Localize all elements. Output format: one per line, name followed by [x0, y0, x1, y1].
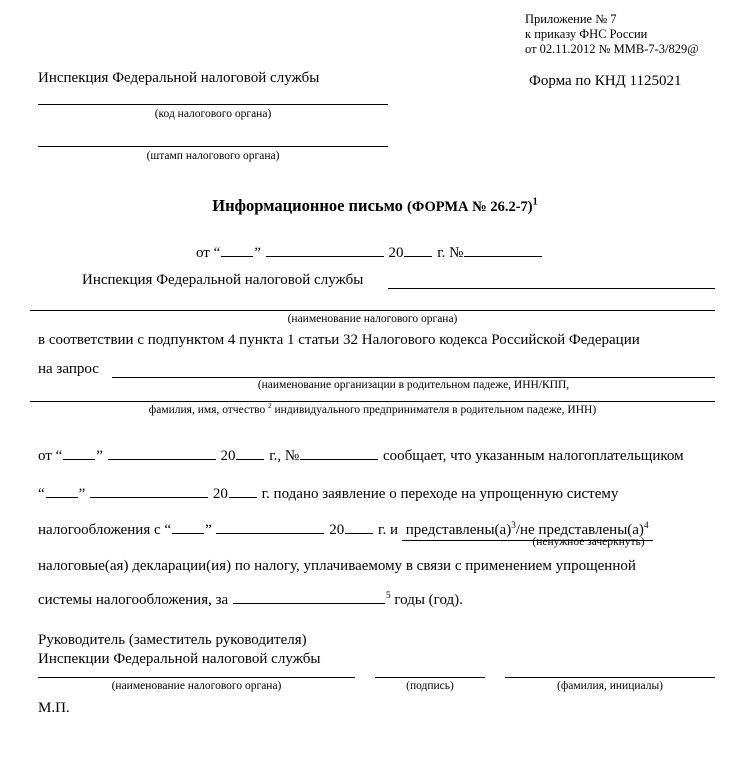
body-inspection-label: Инспекция Федеральной налоговой службы [82, 272, 364, 288]
request-year-suffix: г., [269, 447, 282, 464]
application-year-prefix: 20 [212, 485, 228, 502]
caption-person-name-part1: фамилия, имя, отчество [148, 404, 266, 416]
request-label: на запрос [38, 361, 99, 377]
day-blank[interactable] [221, 240, 253, 257]
appendix-line-2: к приказу ФНС России [525, 27, 648, 41]
header-inspection-label: Инспекция Федеральной налоговой службы [38, 70, 320, 86]
page-title-main: Информационное письмо [212, 196, 403, 215]
caption-cross-out: (ненужное зачеркнуть) [532, 536, 645, 548]
stamp-mark: М.П. [38, 700, 70, 716]
years-footnote: 5 [385, 590, 391, 601]
signatory-role [38, 631, 321, 669]
taxation-mid-text: г. и [377, 521, 398, 538]
taxation-year-blank[interactable] [345, 517, 373, 534]
application-day-blank[interactable] [46, 481, 78, 498]
application-year-blank[interactable] [229, 481, 257, 498]
taxation-prefix: налогообложения с [38, 521, 161, 538]
inspection-name-rule-2 [30, 310, 715, 311]
years-suffix: годы (год). [394, 591, 463, 608]
application-month-blank[interactable] [90, 481, 208, 498]
taxation-year-prefix: 20 [329, 521, 345, 538]
caption-person-name-part2: индивидуального предпринимателя в родительном падеже, ИНН) [274, 404, 597, 416]
caption-organization-name: (наименование организации в родительном падеже, ИНН/КПП, [257, 379, 570, 391]
caption-signature: (подпись) [406, 680, 454, 692]
month-blank[interactable] [266, 240, 384, 257]
years-line [38, 587, 463, 609]
taxation-day-blank[interactable] [172, 517, 204, 534]
inspection-name-rule-1 [388, 288, 715, 289]
request-org-rule-1 [112, 377, 715, 378]
request-year-blank[interactable] [236, 443, 264, 460]
taxation-month-blank[interactable] [216, 517, 324, 534]
date-prefix: от [196, 244, 210, 261]
appendix-line-1: Приложение № 7 [525, 12, 617, 26]
request-date-prefix: от [38, 447, 52, 464]
number-sign: № [449, 244, 464, 261]
signature-sign-rule [375, 677, 485, 678]
submitted-footnote-a: 3 [511, 520, 516, 531]
request-quote-close: ” [96, 447, 103, 464]
application-date-line [38, 481, 618, 503]
signature-surname-rule [505, 677, 715, 678]
signatory-role-line-2: Инспекции Федеральной налоговой службы [38, 651, 321, 667]
request-quote-open: “ [55, 447, 63, 464]
application-quote-close: ” [78, 485, 86, 502]
taxation-quote-close: ” [205, 521, 212, 538]
year-prefix: 20 [388, 244, 404, 261]
taxation-quote-open: “ [164, 521, 172, 538]
legal-clause-text: в соответствии с подпунктом 4 пункта 1 статьи 32 Налогового кодекса Российской Федерации [38, 332, 640, 348]
submitted-separator: /не [515, 521, 535, 538]
caption-surname-initials: (фамилия, инициалы) [556, 680, 664, 692]
application-tail-text: г. подано заявление о переходе на упрощенную систему [261, 485, 619, 502]
request-org-rule-2 [30, 401, 715, 402]
request-number-sign: № [284, 447, 300, 464]
quote-close: ” [254, 244, 261, 261]
document-date-line [196, 240, 543, 262]
submitted-phrase-a: представлены(а) [405, 521, 512, 538]
caption-tax-authority-stamp: (штамп налогового органа) [146, 150, 280, 162]
quote-open: “ [213, 244, 221, 261]
document-number-blank[interactable] [464, 240, 542, 257]
years-blank[interactable] [233, 587, 385, 604]
signatory-role-line-1: Руководитель (заместитель руководителя) [38, 632, 307, 648]
request-date-line [38, 443, 684, 465]
request-year-prefix: 20 [220, 447, 236, 464]
caption-person-name-footnote: 2 [268, 402, 272, 411]
signature-authority-rule [38, 677, 355, 678]
year-blank[interactable] [404, 240, 432, 257]
declarations-text: налоговые(ая) декларации(ия) по налогу, уплачиваемому в связи с применением упрощенной [38, 558, 636, 574]
knd-form-number: Форма по КНД 1125021 [529, 73, 682, 89]
years-prefix: системы налогообложения, за [38, 591, 229, 608]
caption-tax-authority-code: (код налогового органа) [154, 108, 272, 120]
request-number-blank[interactable] [300, 443, 378, 460]
caption-tax-authority-name: (наименование налогового органа) [287, 313, 458, 325]
page-title [0, 196, 750, 216]
tax-authority-code-rule [38, 104, 388, 105]
appendix-line-3: от 02.11.2012 № ММВ-7-3/829@ [525, 42, 699, 56]
submitted-phrase-b: представлены(а) [538, 521, 644, 538]
caption-person-name [30, 404, 715, 416]
request-month-blank[interactable] [108, 443, 216, 460]
request-day-blank[interactable] [63, 443, 95, 460]
request-tail-text: сообщает, что указанным налогоплательщиком [382, 447, 684, 464]
appendix-reference [525, 12, 699, 57]
application-quote-open: “ [38, 485, 45, 502]
page-title-footnote-marker: 1 [532, 196, 538, 208]
submitted-footnote-b: 4 [643, 520, 649, 531]
tax-authority-stamp-rule [38, 146, 388, 147]
page-title-form-no: (ФОРМА № 26.2-7) [407, 199, 533, 215]
year-suffix: г. [437, 244, 446, 261]
caption-signature-authority-name: (наименование налогового органа) [111, 680, 282, 692]
